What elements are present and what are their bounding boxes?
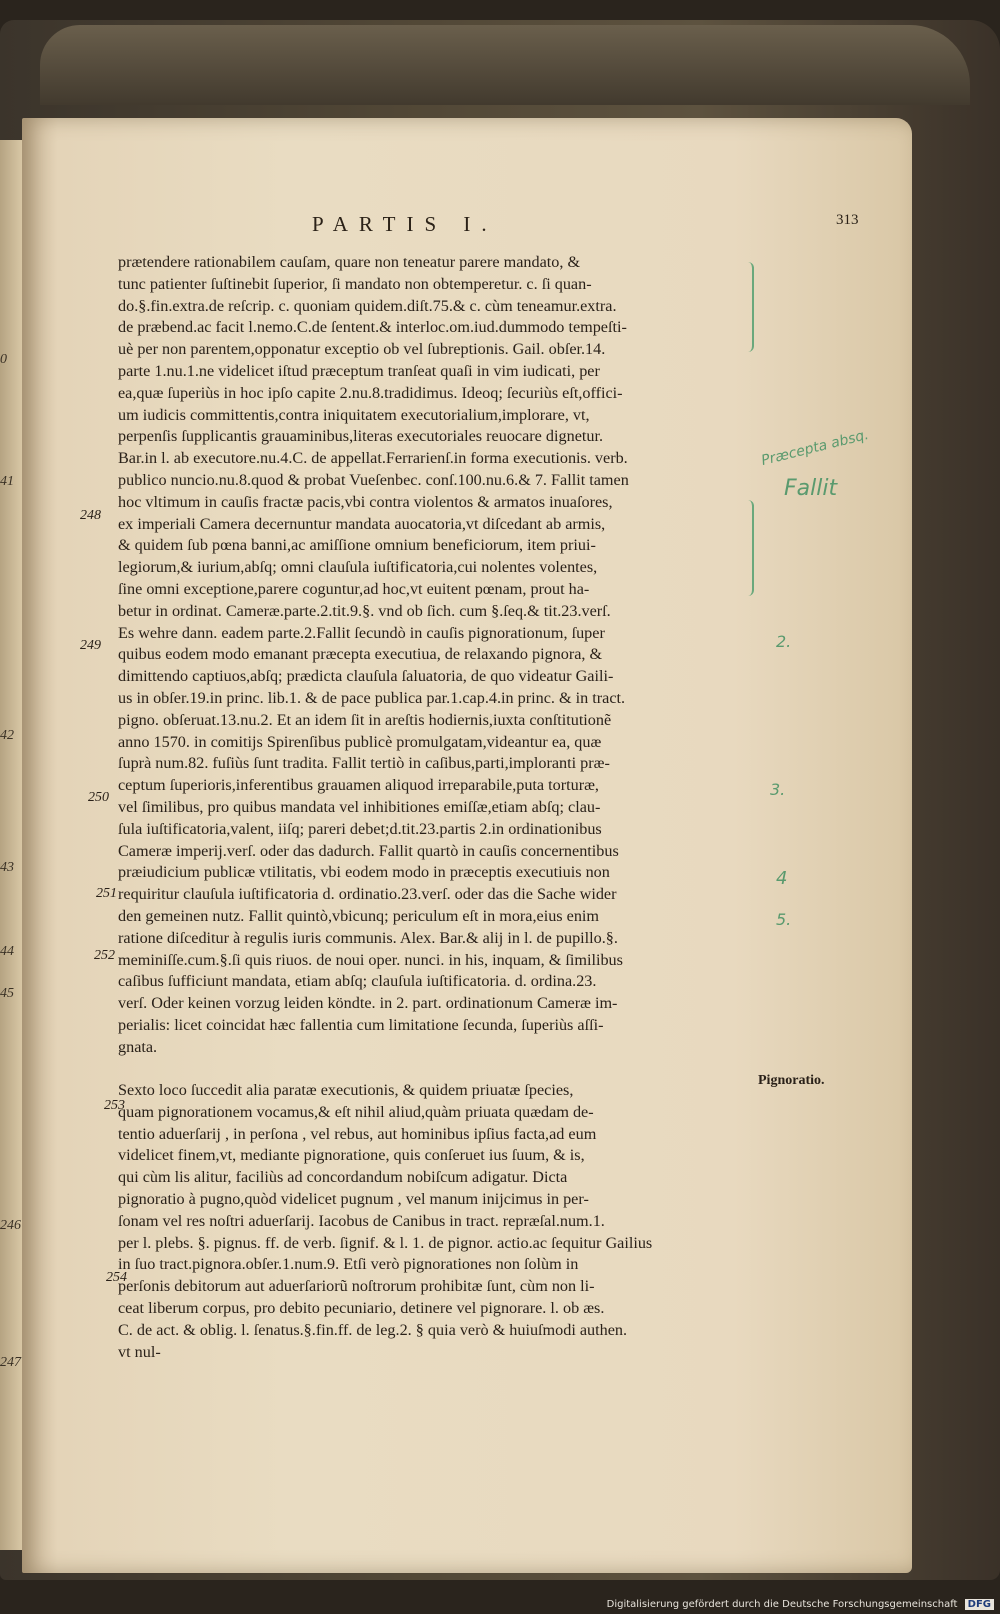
text-line: ſine omni exceptione,parere coguntur,ad hoc,vt euitent pœnam, prout ha- [118,579,590,598]
text-line: den gemeinen nutz. Fallit quintò,vbicunq; periculum eſt in mora,eius enim [118,906,600,925]
text-line: qui cùm lis alitur, faciliùs ad concordandum nobiſcum adigatur. Dicta [118,1168,568,1187]
text-line: in ſuo tract.pignora.obſer.1.num.9. Etſi verò pignorationes non ſolùm in [118,1255,579,1274]
handwritten-note: Præcepta absq. [759,426,871,470]
text-line: ea,quæ ſuperiùs in hoc ipſo capite 2.nu.8.tradidimus. Ideoq; ſecuriùs eſt,offici- [118,383,623,402]
text-line: perialis: licet coincidat hæc fallentia cum limitatione ſecunda, ſuperiùs aſſi- [118,1015,604,1034]
handwritten-mark: 5. [776,910,792,929]
main-text-section-1 [118,252,758,1058]
left-page-fragment: 43 [0,860,14,875]
text-line: uè per non parentem,opponatur exceptio ob vel ſubreptionis. Gail. obſer.14. [118,340,606,359]
left-page-fragment: 246 [0,1218,21,1233]
text-line: hoc vltimum in cauſis fractæ pacis,vbi contra violentos & armatos inuaſores, [118,492,613,511]
text-line: caſibus ſufficiunt mandata, etiam abſq; clauſula iuſtificatoria. d. ordina.23. [118,972,597,991]
paragraph-number: 248 [80,508,101,523]
text-line: per l. plebs. §. pignus. ff. de verb. ſignif. & l. 1. de pignor. actio.ac ſequitur Gailius [118,1233,653,1252]
text-line: um iudicis committentis,contra iniquitatem executorialium,implorare, vt, [118,405,590,424]
text-line: quibus eodem modo emanant præcepta executiua, de relaxando pignora, & [118,645,603,664]
text-line: vel ſimilibus, pro quibus mandata vel inhibitiones emiſſæ,etiam abſq; clau- [118,797,601,816]
book-top-edge [40,25,970,105]
text-line: tentio aduerſarij , in perſona , vel rebus, aut hominibus ipſius facta,ad eum [118,1124,597,1143]
handwritten-bracket [744,262,754,352]
text-line: præiudicium publicæ vtilitatis, vbi eodem modo in præceptis executiuis non [118,863,610,882]
page-number: 313 [836,212,859,228]
text-line: do.§.fin.extra.de reſcrip. c. quoniam quidem.diſt.75.& c. cùm teneamur.extra. [118,296,617,315]
text-line: Sexto loco ſuccedit alia paratæ executionis, & quidem priuatæ ſpecies, [118,1081,574,1099]
paragraph-number: 250 [88,790,109,805]
text-line: de præbend.ac facit l.nemo.C.de ſentent.& interloc.om.iud.dummodo tempeſti- [118,318,627,337]
text-line: perſonis debitorum aut aduerſariorũ noſtrorum prohibitæ ſunt, cùm non li- [118,1277,595,1296]
text-line: anno 1570. in comitijs Spirenſibus publicè promulgatam,videantur ea, quæ [118,732,602,751]
text-line: ſuprà num.82. fuſiùs ſunt tradita. Fallit tertiò in caſibus,parti,imploranti præ- [118,754,610,773]
text-line: gnata. [118,1037,158,1056]
handwritten-note: Fallit [784,476,838,501]
paragraph-number: 253 [104,1098,125,1113]
paragraph-number: 251 [96,886,117,901]
footer-credit [607,1599,994,1610]
text-line: Es wehre dann. eadem parte.2.Fallit ſecundò in cauſis pignorationum, ſuper [118,623,605,642]
left-page-fragment: 247 [0,1355,21,1370]
text-line: dimittendo captiuos,abſq; prædicta clauſula ſaluatoria, de quo videatur Gaili- [118,667,614,686]
text-line: ex imperiali Camera decernuntur mandata auocatoria,vt diſcedant ab armis, [118,514,606,533]
text-line: quam pignorationem vocamus,& eſt nihil aliud,quàm priuata quædam de- [118,1102,594,1121]
left-page-fragment: 44 [0,944,14,959]
margin-note: Pignoratio. [758,1073,825,1088]
text-line: ſonam vel res noſtri aduerſarij. Iacobus de Canibus in tract. repræſal.num.1. [118,1211,605,1230]
text-line: perpenſis ſupplicantis grauaminibus,literas executoriales reuocare dignetur. [118,427,604,446]
dfg-logo: DFG [965,1599,994,1610]
paragraph-number: 249 [80,638,101,653]
text-line: legiorum,& iurium,abſq; omni clauſula iuſtificatoria,cui nolentes volentes, [118,558,598,577]
left-page-fragment: 42 [0,728,14,743]
text-line: vt nul- [118,1342,161,1361]
left-page-fragment: 45 [0,986,14,1001]
text-line: ceat liberum corpus, pro debito pecuniario, detinere vel pignorare. l. ob æs. [118,1298,605,1317]
handwritten-mark: 2. [776,632,792,651]
text-line: us in obſer.19.in princ. lib.1. & de pace publica par.1.cap.4.in princ. & in tract. [118,688,626,707]
text-line: pigno. obſeruat.13.nu.2. Et an idem ſit in areſtis hodiernis,iuxta conſtitutionẽ [118,710,612,729]
text-line: Cameræ imperij.verſ. oder das dadurch. Fallit quartò in cauſis concernentibus [118,841,619,860]
text-line: requiritur clauſula iuſtificatoria d. ordinatio.23.verſ. oder das die Sache wider [118,885,617,904]
running-title: PARTIS I. [312,212,498,236]
text-line: C. de act. & oblig. l. ſenatus.§.fin.ff. de leg.2. § quia verò & huiuſmodi authen. [118,1320,628,1339]
text-line: meminiſſe.cum.§.ſi quis riuos. de noui oper. nunci. in his, inquam, & ſimilibus [118,950,623,969]
text-line: verſ. Oder keinen vorzug leiden köndte. in 2. part. ordinationum Cameræ im- [118,994,618,1013]
text-line: tunc patienter ſuſtinebit ſuperior, ſi mandato non obtemperetur. c. ſi quan- [118,274,592,293]
main-text-section-2 [118,1080,758,1363]
text-line: pignoratio à pugno,quòd videlicet pugnum , vel manum inijcimus in per- [118,1189,589,1208]
text-line: & quidem ſub pœna banni,ac amiſſione omnium beneficiorum, item priui- [118,536,596,555]
text-line: betur in ordinat. Cameræ.parte.2.tit.9.§. vnd ob ſich. cum §.ſeq.& tit.23.verſ. [118,601,611,620]
text-line: prætendere rationabilem cauſam, quare non teneatur parere mandato, & [118,253,581,271]
paragraph-number: 254 [106,1270,127,1285]
footer-text: Digitalisierung gefördert durch die Deutsche Forschungsgemeinschaft [606,1599,958,1610]
text-line: ceptum ſuperioris,inferentibus grauamen aliquod irreparabile,puta torturæ, [118,776,599,795]
left-page-fragment: 0 [0,352,7,367]
handwritten-mark: 4 [776,868,788,889]
text-line: videlicet finem,vt, mediante pignoratione, quis conſeruet ius ſuum, & is, [118,1146,585,1165]
text-line: publico nuncio.nu.8.quod & probat Vueſenbec. conſ.100.nu.6.& 7. Fallit tamen [118,470,629,489]
text-line: Bar.in l. ab executore.nu.4.C. de appellat.Ferrarienſ.in forma executionis. verb. [118,449,628,468]
handwritten-mark: 3. [770,780,786,799]
paragraph-number: 252 [94,948,115,963]
text-line: ratione diſceditur à regulis iuris communis. Alex. Bar.& alij in l. de pupillo.§. [118,928,618,947]
text-line: parte 1.nu.1.ne videlicet iſtud præceptum tranſeat quaſi in vim iudicati, per [118,361,600,380]
handwritten-bracket [744,500,754,596]
left-page-fragment: 41 [0,474,14,489]
text-line: ſula iuſtificatoria,valent, iiſq; pareri debet;d.tit.23.partis 2.in ordinationibus [118,819,602,838]
